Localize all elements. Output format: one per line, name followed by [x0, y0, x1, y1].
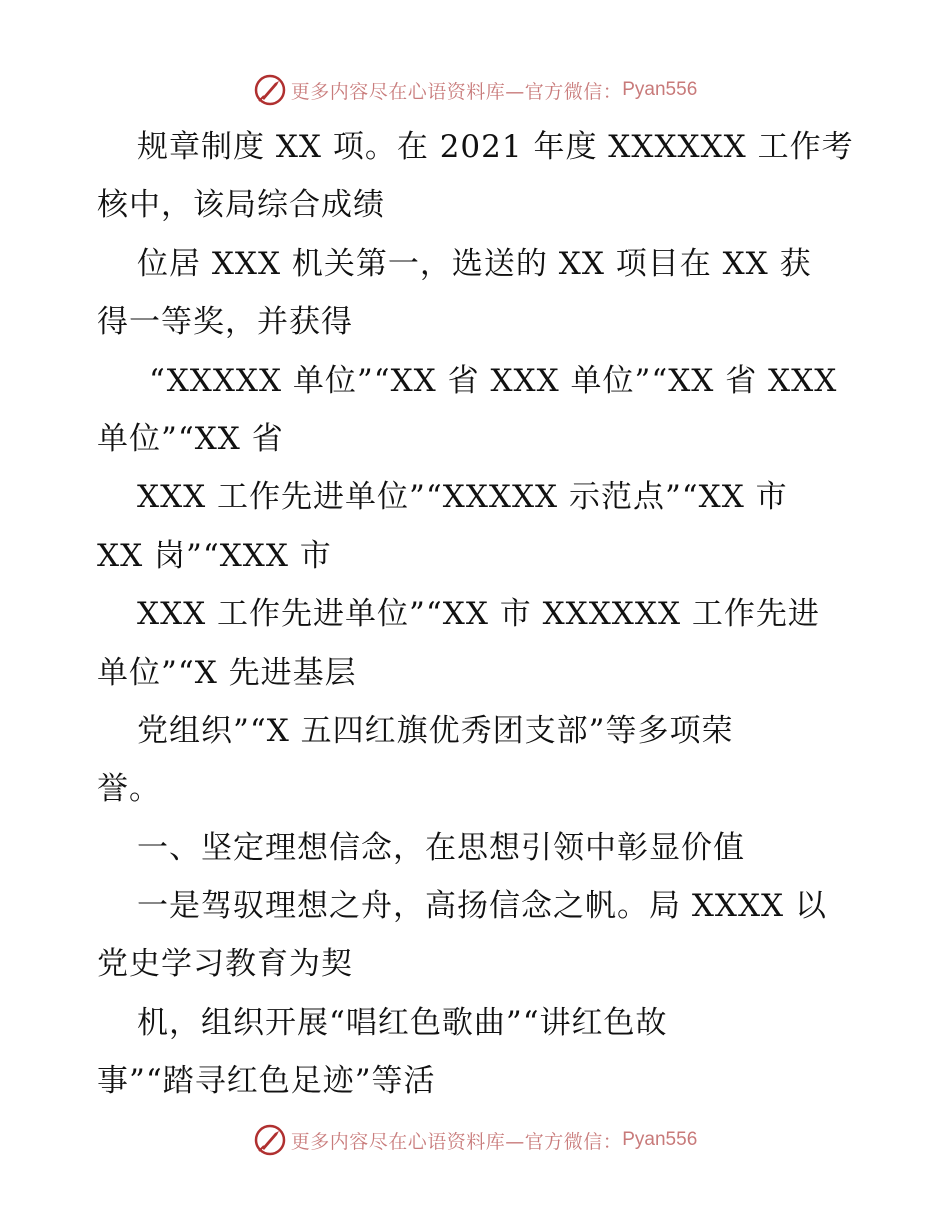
quill-pen-logo-icon: [253, 1123, 287, 1157]
body-line: 单位”“X 先进基层: [97, 654, 357, 691]
body-line: XX 岗”“XXX 市: [97, 537, 332, 574]
body-line: 核中，该局综合成绩: [97, 187, 385, 224]
body-line: 得一等奖，并获得: [97, 304, 353, 341]
body-line: 一是驾驭理想之舟，高扬信念之帆。局 XXXX 以: [137, 888, 827, 925]
watermark-wechat-id: Pyan556: [622, 79, 698, 100]
body-line: 单位”“XX 省: [97, 420, 284, 457]
body-line: 规章制度 XX 项。在 2021 年度 XXXXXX 工作考: [137, 129, 854, 165]
body-line: 誉。: [97, 771, 161, 808]
body-line: 党组织”“X 五四红旗优秀团支部”等多项荣: [137, 712, 734, 749]
body-line: 机，组织开展“唱红色歌曲”“讲红色故: [137, 1004, 668, 1041]
footer-watermark: [0, 1123, 950, 1157]
document-body: [97, 118, 857, 1111]
body-line: XXX 工作先进单位”“XX 市 XXXXXX 工作先进: [137, 596, 820, 633]
body-line: XXX 工作先进单位”“XXXXX 示范点”“XX 市: [137, 479, 788, 516]
body-line: 党史学习教育为契: [97, 946, 353, 983]
quill-pen-logo-icon: [253, 73, 287, 107]
watermark-text: 更多内容尽在心语资料库—官方微信：: [290, 1130, 623, 1153]
watermark-wechat-id: Pyan556: [622, 1129, 698, 1150]
body-line: 位居 XXX 机关第一，选送的 XX 项目在 XX 获: [137, 245, 812, 282]
section-heading: 一、坚定理想信念，在思想引领中彰显价值: [137, 829, 745, 866]
header-watermark: [0, 73, 950, 107]
watermark-text: 更多内容尽在心语资料库—官方微信：: [290, 80, 623, 103]
body-line: 事”“踏寻红色足迹”等活: [97, 1063, 436, 1100]
body-line: “XXXXX 单位”“XX 省 XXX 单位”“XX 省 XXX: [149, 362, 838, 399]
